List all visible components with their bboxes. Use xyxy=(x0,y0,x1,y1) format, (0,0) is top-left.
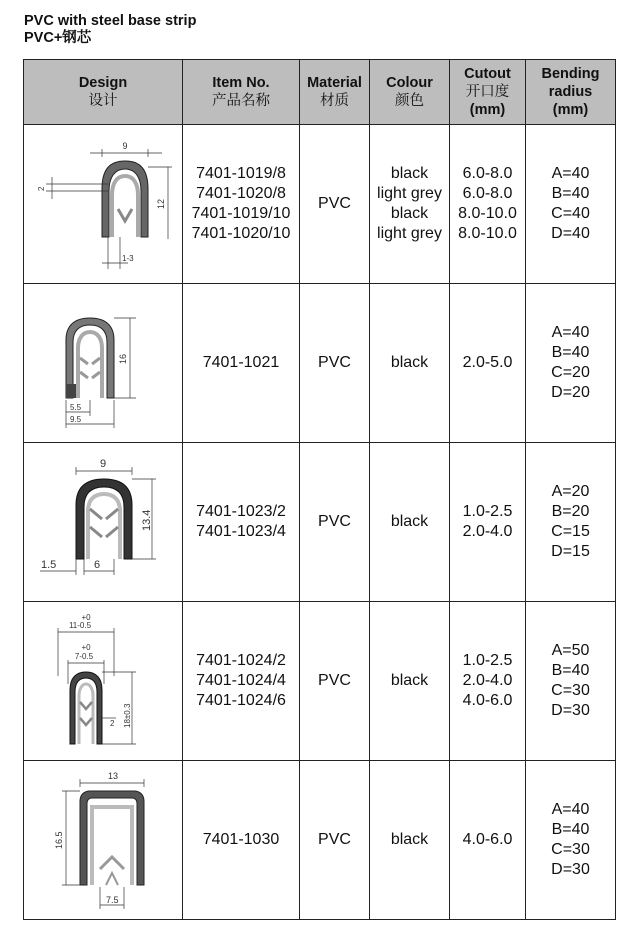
item-number-cell xyxy=(183,602,300,761)
bending-value: C=40 xyxy=(551,205,590,222)
header-material-en: Material xyxy=(307,75,362,91)
item-number: 7401-1020/10 xyxy=(191,225,291,242)
colour-value: black xyxy=(390,165,429,182)
table-row xyxy=(24,602,616,761)
title-english: PVC with steel base strip xyxy=(24,13,197,29)
bending-value: A=20 xyxy=(551,483,590,500)
item-number: 7401-1024/4 xyxy=(196,672,286,689)
bending-value: A=40 xyxy=(551,324,590,341)
colour-value: black xyxy=(390,205,429,222)
bending-value: A=40 xyxy=(551,165,590,182)
design-drawing-cell xyxy=(24,284,183,443)
dimension-label: +0 xyxy=(81,643,91,652)
bending-value: D=30 xyxy=(551,702,590,719)
item-number-cell xyxy=(183,761,300,920)
dimension-label: 5.5 xyxy=(70,403,82,412)
bending-value: C=15 xyxy=(551,523,590,540)
cutout-cell xyxy=(450,761,526,920)
item-number: 7401-1020/8 xyxy=(196,185,286,202)
dimension-label: +0 xyxy=(81,613,91,622)
colour-cell xyxy=(370,602,450,761)
dimension-label: 2 xyxy=(110,719,115,728)
colour-value: black xyxy=(390,354,429,371)
material-cell: PVC xyxy=(300,443,370,602)
cutout-cell xyxy=(450,602,526,761)
header-bending-unit: (mm) xyxy=(552,102,589,118)
cutout-value: 6.0-8.0 xyxy=(462,185,513,202)
cutout-value: 2.0-4.0 xyxy=(462,672,513,689)
cutout-value: 4.0-6.0 xyxy=(462,831,513,848)
bending-value: A=40 xyxy=(551,801,590,818)
bending-value: B=40 xyxy=(551,344,590,361)
item-number: 7401-1023/2 xyxy=(196,503,286,520)
header-row xyxy=(24,60,616,125)
bending-radius-cell xyxy=(526,443,616,602)
cutout-value: 1.0-2.5 xyxy=(462,503,513,520)
header-material-cn: 材质 xyxy=(320,93,349,109)
header-bending-en2: radius xyxy=(548,84,593,100)
colour-value: black xyxy=(390,831,429,848)
colour-value: light grey xyxy=(377,185,442,202)
dimension-label: 2 xyxy=(37,186,46,191)
item-number: 7401-1030 xyxy=(202,831,280,848)
design-drawing-cell xyxy=(24,443,183,602)
material-cell: PVC xyxy=(300,602,370,761)
cutout-value: 2.0-4.0 xyxy=(462,523,513,540)
colour-cell xyxy=(370,284,450,443)
item-number: 7401-1019/8 xyxy=(196,165,286,182)
title-chinese: PVC+钢芯 xyxy=(24,30,92,46)
cutout-value: 1.0-2.5 xyxy=(462,652,513,669)
bending-radius-cell xyxy=(526,602,616,761)
header-item-cn: 产品名称 xyxy=(212,93,270,109)
table-row xyxy=(24,761,616,920)
colour-value: light grey xyxy=(377,225,442,242)
profile-drawing xyxy=(28,447,178,597)
dimension-label: 9 xyxy=(122,141,128,151)
dimension-label: 16.5 xyxy=(54,831,64,849)
cutout-value: 4.0-6.0 xyxy=(462,692,513,709)
dimension-label: 13 xyxy=(108,771,119,781)
header-cutout-en: Cutout xyxy=(464,66,511,82)
item-number: 7401-1023/4 xyxy=(196,523,286,540)
bending-value: D=30 xyxy=(551,861,590,878)
profile-drawing xyxy=(28,765,178,915)
header-cutout xyxy=(450,60,526,125)
dimension-label: 12 xyxy=(156,198,166,209)
item-number: 7401-1024/2 xyxy=(196,652,286,669)
cutout-cell xyxy=(450,284,526,443)
profile-drawing xyxy=(28,129,178,279)
dimension-label: 6 xyxy=(94,559,101,571)
dimension-label: 9 xyxy=(100,458,107,470)
header-design-en: Design xyxy=(78,75,128,91)
dimension-label: 1-3 xyxy=(122,254,134,263)
header-colour-cn: 颜色 xyxy=(395,93,424,109)
profile-drawing xyxy=(28,288,178,438)
dimension-label: 7-0.5 xyxy=(74,652,94,661)
item-number: 7401-1019/10 xyxy=(191,205,291,222)
header-cutout-cn: 开口度 xyxy=(465,84,510,100)
cutout-value: 8.0-10.0 xyxy=(458,205,517,222)
colour-value: black xyxy=(390,672,429,689)
bending-radius-cell xyxy=(526,125,616,284)
table-row xyxy=(24,284,616,443)
colour-cell xyxy=(370,443,450,602)
colour-value: black xyxy=(390,513,429,530)
design-drawing-cell xyxy=(24,602,183,761)
header-item-no xyxy=(183,60,300,125)
colour-cell xyxy=(370,125,450,284)
material-cell: PVC xyxy=(300,284,370,443)
header-bending-en1: Bending xyxy=(541,66,600,82)
material-cell: PVC xyxy=(300,761,370,920)
profile-drawing xyxy=(28,606,178,756)
dimension-label: 11-0.5 xyxy=(68,621,92,630)
header-design xyxy=(24,60,183,125)
bending-value: B=20 xyxy=(551,503,590,520)
header-design-cn: 设计 xyxy=(88,93,118,109)
bending-value: B=40 xyxy=(551,662,590,679)
item-number: 7401-1021 xyxy=(202,354,280,371)
bending-value: D=20 xyxy=(551,384,590,401)
dimension-label: 1.5 xyxy=(41,559,57,571)
product-spec-table xyxy=(23,59,616,920)
header-colour xyxy=(370,60,450,125)
colour-cell xyxy=(370,761,450,920)
header-cutout-unit: (mm) xyxy=(469,102,506,118)
header-bending-radius xyxy=(526,60,616,125)
item-number: 7401-1024/6 xyxy=(196,692,286,709)
table-row xyxy=(24,443,616,602)
bending-value: A=50 xyxy=(551,642,590,659)
item-number-cell xyxy=(183,443,300,602)
bending-radius-cell xyxy=(526,284,616,443)
bending-value: C=30 xyxy=(551,841,590,858)
material-cell: PVC xyxy=(300,125,370,284)
bending-value: D=15 xyxy=(551,543,590,560)
table-row xyxy=(24,125,616,284)
design-drawing-cell xyxy=(24,761,183,920)
dimension-label: 9.5 xyxy=(70,415,82,424)
dimension-label: 18±0.3 xyxy=(123,703,132,728)
bending-value: B=40 xyxy=(551,821,590,838)
cutout-value: 8.0-10.0 xyxy=(458,225,517,242)
dimension-label: 13.4 xyxy=(141,509,153,531)
dimension-label: 16 xyxy=(118,353,128,364)
bending-value: C=20 xyxy=(551,364,590,381)
bending-value: D=40 xyxy=(551,225,590,242)
cutout-cell xyxy=(450,443,526,602)
header-colour-en: Colour xyxy=(386,75,433,91)
bending-value: B=40 xyxy=(551,185,590,202)
dimension-label: 7.5 xyxy=(106,895,119,905)
bending-radius-cell xyxy=(526,761,616,920)
bending-value: C=30 xyxy=(551,682,590,699)
cutout-cell xyxy=(450,125,526,284)
cutout-value: 2.0-5.0 xyxy=(462,354,513,371)
header-item-en: Item No. xyxy=(212,75,270,91)
cutout-value: 6.0-8.0 xyxy=(462,165,513,182)
item-number-cell xyxy=(183,125,300,284)
design-drawing-cell xyxy=(24,125,183,284)
item-number-cell xyxy=(183,284,300,443)
header-material xyxy=(300,60,370,125)
section-title xyxy=(24,13,196,47)
